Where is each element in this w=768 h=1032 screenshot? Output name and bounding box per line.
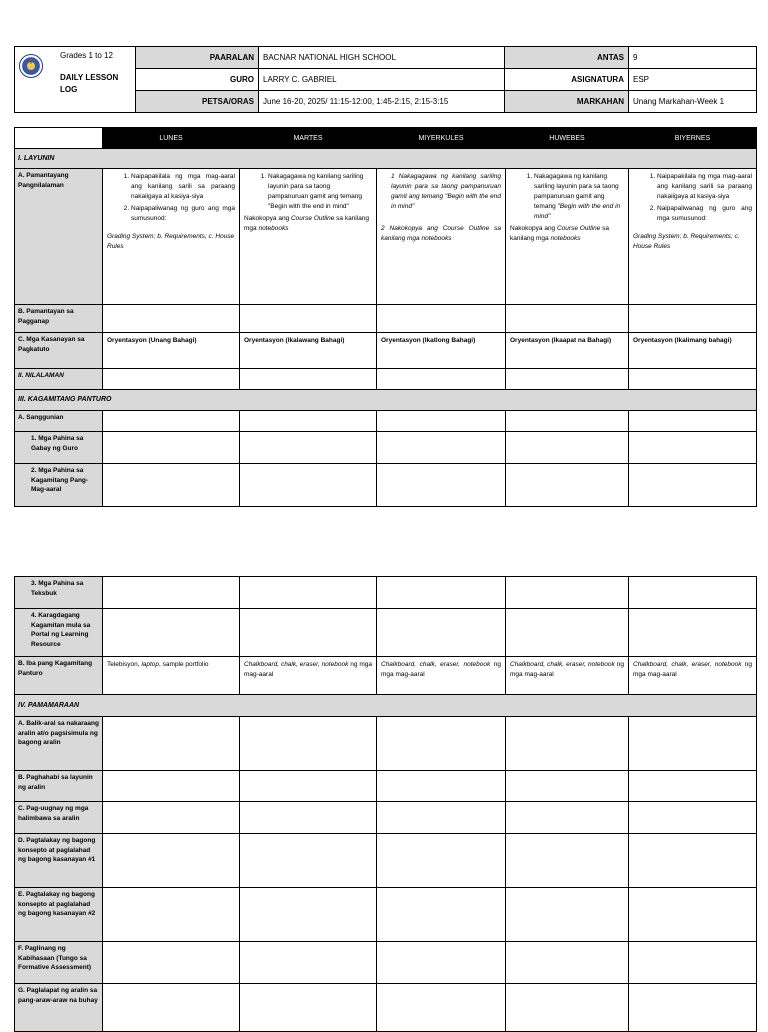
cell-kasanayan-lunes: Oryentasyon (Unang Bahagi) xyxy=(103,333,240,369)
row-label: B. Paghahabi sa layunin ng aralin xyxy=(15,771,103,802)
row-label: A. Pamantayang Pangnilalaman xyxy=(15,169,103,305)
empty-cell xyxy=(103,577,240,609)
empty-cell xyxy=(103,305,240,333)
subject-value: ESP xyxy=(629,69,757,91)
empty-cell xyxy=(506,577,629,609)
empty-cell xyxy=(629,802,757,834)
empty-cell xyxy=(103,717,240,771)
teacher-value: LARRY C. GABRIEL xyxy=(259,69,505,91)
date-label: PETSA/ORAS xyxy=(136,91,259,113)
objective-item: Nakokopya ang Course Outline sa kanilang mga notebooks xyxy=(510,225,610,242)
cell-iba-pang-huwebes: Chalkboard, chalk, eraser, notebook ng mga mag-aaral xyxy=(506,657,629,695)
day-header: LUNES xyxy=(103,128,240,149)
empty-cell xyxy=(240,305,377,333)
empty-cell xyxy=(240,834,377,888)
cell-kasanayan-martes: Oryentasyon (Ikalawang Bahagi) xyxy=(240,333,377,369)
empty-cell xyxy=(377,609,506,657)
row-label: B. Pamantayan sa Pagganap xyxy=(15,305,103,333)
empty-cell xyxy=(629,717,757,771)
section-layunin: I. LAYUNIN xyxy=(15,149,757,169)
empty-cell xyxy=(629,577,757,609)
objective-item: 2. Naipapaliwanag ng guro ang mga sumusunod: xyxy=(657,204,752,224)
empty-cell xyxy=(103,802,240,834)
objective-item: 1. Naipapakilala ng mga mag-aaral ang kanilang sarili sa paraang nakaiigaya at kasiya-siya xyxy=(657,172,752,202)
objective-note: Grading System; b. Requirements; c. House Rules xyxy=(633,233,740,250)
objective-item: 2 Nakokopya ang Course Outline sa kanilang mga notebooks xyxy=(381,225,501,242)
cell-iba-pang-biyernes: Chalkboard, chalk, eraser, notebook ng mga mag-aaral xyxy=(629,657,757,695)
cell-pamantayang-martes xyxy=(240,169,377,305)
row-label: 4. Karagdagang Kagamitan mula sa Portal ng Learning Resource xyxy=(15,609,103,657)
cell-kasanayan-miyerkules: Oryentasyon (Ikatlong Bahagi) xyxy=(377,333,506,369)
empty-cell xyxy=(240,369,377,390)
row-label: 2. Mga Pahina sa Kagamitang Pang-Mag-aaral xyxy=(15,464,103,507)
empty-cell xyxy=(506,888,629,942)
day-header: MARTES xyxy=(240,128,377,149)
empty-cell xyxy=(103,984,240,1032)
empty-cell xyxy=(240,802,377,834)
empty-cell xyxy=(103,942,240,984)
section-nilalaman: II. NILALAMAN xyxy=(15,369,103,390)
objective-item: 2. Naipapaliwanag ng guro ang mga sumusunod: xyxy=(131,204,235,224)
cell-kasanayan-huwebes: Oryentasyon (Ikaapat na Bahagi) xyxy=(506,333,629,369)
lesson-table-part-2 xyxy=(14,576,757,1032)
empty-cell xyxy=(377,984,506,1032)
day-header: HUWEBES xyxy=(506,128,629,149)
corner-cell xyxy=(15,128,103,149)
empty-cell xyxy=(506,305,629,333)
empty-cell xyxy=(377,942,506,984)
header-table xyxy=(14,46,757,113)
empty-cell xyxy=(506,609,629,657)
empty-cell xyxy=(103,432,240,464)
header-logo-cell xyxy=(15,47,136,113)
empty-cell xyxy=(240,942,377,984)
document-title: DAILY LESSON LOG xyxy=(60,72,119,94)
empty-cell xyxy=(629,888,757,942)
section-kagamitan: III. KAGAMITANG PANTURO xyxy=(15,390,757,411)
empty-cell xyxy=(629,609,757,657)
empty-cell xyxy=(377,411,506,432)
cell-pamantayang-huwebes xyxy=(506,169,629,305)
row-label: E. Pagtalakay ng bagong konsepto at paglalahad ng bagong kasanayan #2 xyxy=(15,888,103,942)
empty-cell xyxy=(629,305,757,333)
cell-pamantayang-miyerkules xyxy=(377,169,506,305)
empty-cell xyxy=(377,464,506,507)
empty-cell xyxy=(240,577,377,609)
empty-cell xyxy=(240,464,377,507)
grades-label: Grades 1 to 12 xyxy=(60,50,113,60)
row-label: B. Iba pang Kagamitang Panturo xyxy=(15,657,103,695)
row-label: C. Pag-uugnay ng mga halimbawa sa aralin xyxy=(15,802,103,834)
empty-cell xyxy=(377,717,506,771)
row-label: D. Pagtalakay ng bagong konsepto at paglalahad ng bagong kasanayan #1 xyxy=(15,834,103,888)
empty-cell xyxy=(240,717,377,771)
row-label: A. Balik-aral sa nakaraang aralin at/o pagsisimula ng bagong aralin xyxy=(15,717,103,771)
date-value: June 16-20, 2025/ 11:15-12:00, 1:45-2:15, 2:15-3:15 xyxy=(259,91,505,113)
cell-iba-pang-miyerkules: Chalkboard, chalk, eraser, notebook ng mga mag-aaral xyxy=(377,657,506,695)
empty-cell xyxy=(629,834,757,888)
grade-value: 9 xyxy=(629,47,757,69)
quarter-label: MARKAHAN xyxy=(505,91,629,113)
school-value: BACNAR NATIONAL HIGH SCHOOL xyxy=(259,47,505,69)
cell-iba-pang-martes: Chalkboard, chalk, eraser, notebook ng mga mag-aaral xyxy=(240,657,377,695)
deped-seal-icon xyxy=(19,54,43,78)
teacher-label: GURO xyxy=(136,69,259,91)
day-header: BIYERNES xyxy=(629,128,757,149)
empty-cell xyxy=(506,984,629,1032)
empty-cell xyxy=(103,888,240,942)
empty-cell xyxy=(103,464,240,507)
empty-cell xyxy=(629,464,757,507)
cell-iba-pang-lunes: Telebisyon, laptop, sample portfolio xyxy=(103,657,240,695)
objective-item: 1. Nakagagawa ng kanilang sariling layunin para sa taong pampanuruan gamit ang temang "Begin with the end in mind" xyxy=(268,172,372,212)
empty-cell xyxy=(377,305,506,333)
empty-cell xyxy=(506,834,629,888)
cell-pamantayang-lunes xyxy=(103,169,240,305)
empty-cell xyxy=(506,717,629,771)
objective-item: 1. Nakagagawa ng kanilang sariling layunin para sa taong pampanuruan gamit ang temang "Begin with the end in mind" xyxy=(534,172,624,222)
empty-cell xyxy=(240,411,377,432)
empty-cell xyxy=(629,942,757,984)
empty-cell xyxy=(103,369,240,390)
empty-cell xyxy=(629,984,757,1032)
empty-cell xyxy=(103,411,240,432)
objective-note: Grading System; b. Requirements; c. House Rules xyxy=(107,233,235,250)
empty-cell xyxy=(629,771,757,802)
row-label: 1. Mga Pahina sa Gabay ng Guro xyxy=(15,432,103,464)
section-pamamaraan: IV. PAMAMARAAN xyxy=(15,695,757,717)
empty-cell xyxy=(629,411,757,432)
empty-cell xyxy=(506,432,629,464)
subject-label: ASIGNATURA xyxy=(505,69,629,91)
row-label: F. Paglinang ng Kabihasaan (Tungo sa Formative Assessment) xyxy=(15,942,103,984)
empty-cell xyxy=(506,771,629,802)
empty-cell xyxy=(377,771,506,802)
empty-cell xyxy=(629,369,757,390)
row-label: 3. Mga Pahina sa Teksbuk xyxy=(15,577,103,609)
lesson-table-part-1 xyxy=(14,127,757,507)
empty-cell xyxy=(377,577,506,609)
empty-cell xyxy=(506,802,629,834)
empty-cell xyxy=(103,609,240,657)
empty-cell xyxy=(377,802,506,834)
cell-pamantayang-biyernes xyxy=(629,169,757,305)
empty-cell xyxy=(629,432,757,464)
objective-item: Nakokopya ang Course Outline sa kanilang mga notebooks xyxy=(244,215,370,232)
grade-label: ANTAS xyxy=(505,47,629,69)
school-label: PAARALAN xyxy=(136,47,259,69)
empty-cell xyxy=(240,432,377,464)
empty-cell xyxy=(506,464,629,507)
objective-item: 1 Nakagagawa ng kanilang sariling layunin para sa taong pampanuruan gamit ang temang "Begin with the end in mind" xyxy=(391,173,501,210)
empty-cell xyxy=(240,609,377,657)
empty-cell xyxy=(506,942,629,984)
empty-cell xyxy=(103,834,240,888)
empty-cell xyxy=(506,369,629,390)
row-label: C. Mga Kasanayan sa Pagkatuto xyxy=(15,333,103,369)
row-label: G. Paglalapat ng aralin sa pang-araw-araw na buhay xyxy=(15,984,103,1032)
cell-kasanayan-biyernes: Oryentasyon (Ikalimang bahagi) xyxy=(629,333,757,369)
day-header: MIYERKULES xyxy=(377,128,506,149)
empty-cell xyxy=(240,771,377,802)
empty-cell xyxy=(377,834,506,888)
empty-cell xyxy=(377,369,506,390)
empty-cell xyxy=(377,432,506,464)
objective-item: 1. Naipapakilala ng mga mag-aaral ang kanilang sarili sa paraang nakaiigaya at kasiya-siya xyxy=(131,172,235,202)
empty-cell xyxy=(103,771,240,802)
quarter-value: Unang Markahan-Week 1 xyxy=(629,91,757,113)
row-label: A. Sanggunian xyxy=(15,411,103,432)
empty-cell xyxy=(240,984,377,1032)
empty-cell xyxy=(377,888,506,942)
empty-cell xyxy=(506,411,629,432)
empty-cell xyxy=(240,888,377,942)
